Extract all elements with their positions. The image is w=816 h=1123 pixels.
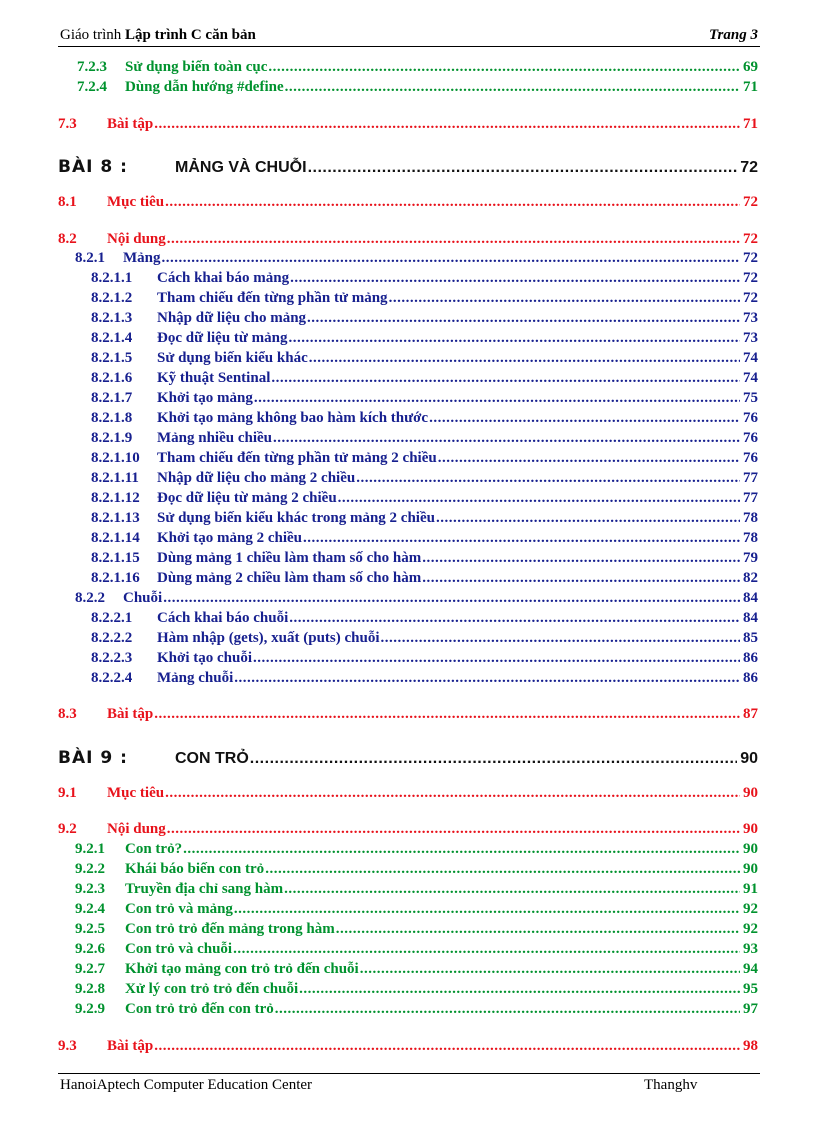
header-title [60, 27, 256, 44]
toc-entry[interactable]: 8.2.1.14 Khởi tạo mảng 2 chiều ..... 78 [58, 530, 758, 550]
toc-entry[interactable]: 9.1 Mục tiêu ..... 90 [58, 785, 758, 805]
toc-entry[interactable]: 8.2 Nội dung ..... 72 [58, 231, 758, 251]
toc-entry[interactable]: 9.2 Nội dung ..... 90 [58, 821, 758, 841]
header-book-title: Lập trình C căn bản [125, 27, 256, 43]
toc-entry[interactable]: 7.2.4 Dùng dẫn hướng #define ..... 71 [58, 79, 758, 99]
toc-entry[interactable]: 8.2.2.1 Cách khai báo chuỗi ..... 84 [58, 610, 758, 630]
toc-entry[interactable]: 8.2.1.5 Sử dụng biến kiểu khác ..... 74 [58, 350, 758, 370]
toc-entry[interactable]: 7.2.3 Sử dụng biến toàn cục ..... 69 [58, 59, 758, 79]
toc-entry[interactable]: 8.2.1.7 Khởi tạo mảng ..... 75 [58, 390, 758, 410]
footer-author: Thanghv [644, 1077, 698, 1093]
toc-entry[interactable]: 8.2.1.10 Tham chiếu đến từng phần tử mảng 2 chiều ..... 76 [58, 450, 758, 470]
footer-organization: HanoiAptech Computer Education Center [60, 1077, 313, 1093]
toc-entry[interactable]: 8.2.2 Chuỗi ..... 84 [58, 590, 758, 610]
toc-chapter-entry[interactable]: BÀI 8 : MẢNG VÀ CHUỖI ..... 72 [58, 157, 758, 177]
toc-entry[interactable]: 8.2.1.11 Nhập dữ liệu cho mảng 2 chiều ..... 77 [58, 470, 758, 490]
toc-entry[interactable]: 8.2.1.1 Cách khai báo mảng ..... 72 [58, 270, 758, 290]
toc-entry[interactable]: 9.2.9 Con trỏ trỏ đến con trỏ ..... 97 [58, 1001, 758, 1021]
toc-entry[interactable]: 8.1 Mục tiêu ..... 72 [58, 194, 758, 214]
toc-entry[interactable]: 8.2.1 Mảng ..... 72 [58, 250, 758, 270]
toc-entry[interactable]: 7.3 Bài tập ..... 71 [58, 116, 758, 136]
toc-entry[interactable]: 8.3 Bài tập ..... 87 [58, 706, 758, 726]
toc-entry[interactable]: 8.2.1.2 Tham chiếu đến từng phần tử mảng ..... 72 [58, 290, 758, 310]
toc-entry[interactable]: 8.2.1.13 Sử dụng biến kiểu khác trong mảng 2 chiều ..... 78 [58, 510, 758, 530]
toc-entry[interactable]: 8.2.2.3 Khởi tạo chuỗi ..... 86 [58, 650, 758, 670]
toc-entry[interactable]: 9.2.2 Khái báo biến con trỏ ..... 90 [58, 861, 758, 881]
page-footer [58, 1073, 760, 1096]
page-header [58, 26, 760, 47]
toc-entry[interactable]: 9.2.4 Con trỏ và mảng ..... 92 [58, 901, 758, 921]
toc-entry[interactable]: 9.2.7 Khởi tạo mảng con trỏ trỏ đến chuỗi ..... 94 [58, 961, 758, 981]
toc-entry[interactable]: 8.2.1.9 Mảng nhiều chiều ..... 76 [58, 430, 758, 450]
toc-entry[interactable]: 9.2.3 Truyền địa chỉ sang hàm ..... 91 [58, 881, 758, 901]
toc-entry[interactable]: 8.2.1.8 Khởi tạo mảng không bao hàm kích thước ..... 76 [58, 410, 758, 430]
toc-entry[interactable]: 8.2.1.15 Dùng mảng 1 chiều làm tham số cho hàm ..... 79 [58, 550, 758, 570]
toc-entry[interactable]: 8.2.1.4 Đọc dữ liệu từ mảng ..... 73 [58, 330, 758, 350]
toc-entry[interactable]: 8.2.2.2 Hàm nhập (gets), xuất (puts) chuỗi ..... 85 [58, 630, 758, 650]
header-page-label: Trang 3 [708, 27, 758, 43]
toc-entry[interactable]: 9.2.1 Con trỏ? ..... 90 [58, 841, 758, 861]
toc-entry[interactable]: 8.2.1.16 Dùng mảng 2 chiều làm tham số cho hàm ..... 82 [58, 570, 758, 590]
header-prefix: Giáo trình [60, 27, 122, 43]
toc-entry[interactable]: 8.2.1.3 Nhập dữ liệu cho mảng ..... 73 [58, 310, 758, 330]
toc-entry[interactable]: 9.3 Bài tập ..... 98 [58, 1038, 758, 1058]
toc-entry[interactable]: 9.2.8 Xử lý con trỏ trỏ đến chuỗi ..... 95 [58, 981, 758, 1001]
toc-chapter-entry[interactable]: BÀI 9 : CON TRỎ ..... 90 [58, 748, 758, 768]
toc-entry[interactable]: 8.2.1.6 Kỹ thuật Sentinal ..... 74 [58, 370, 758, 390]
toc-entry[interactable]: 9.2.5 Con trỏ trỏ đến mảng trong hàm ..... 92 [58, 921, 758, 941]
toc-entry[interactable]: 9.2.6 Con trỏ và chuỗi ..... 93 [58, 941, 758, 961]
toc-entry[interactable]: 8.2.2.4 Mảng chuỗi ..... 86 [58, 670, 758, 690]
toc-entry[interactable]: 8.2.1.12 Đọc dữ liệu từ mảng 2 chiều ..... 77 [58, 490, 758, 510]
